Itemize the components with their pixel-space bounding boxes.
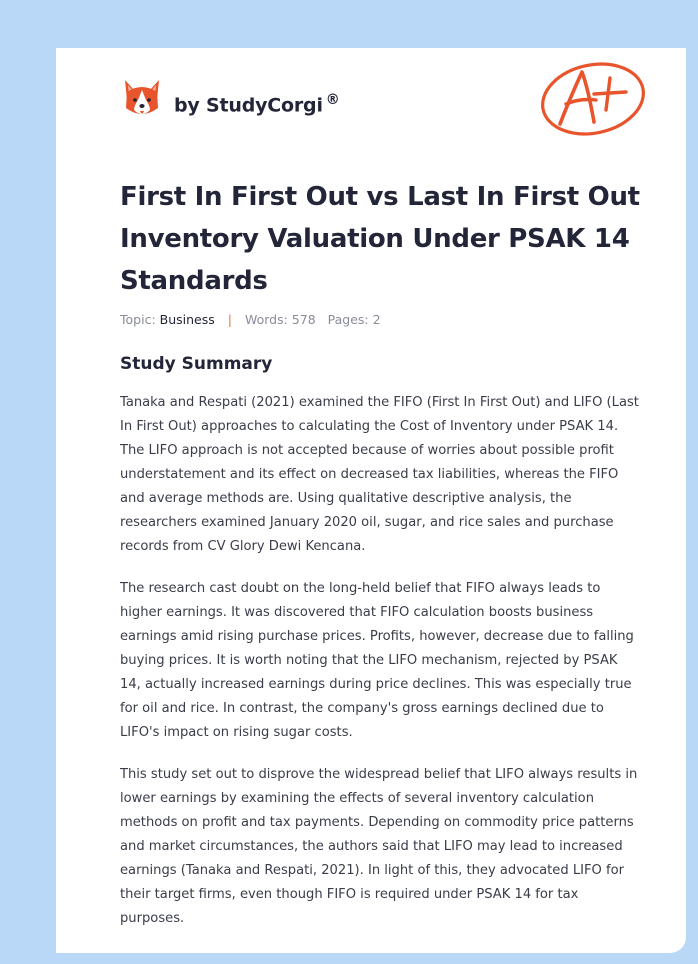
studycorgi-logo[interactable] (122, 74, 340, 124)
section-heading: Study Summary (120, 354, 273, 374)
corgi-logo-icon (122, 76, 162, 122)
a-plus-grade-icon (538, 58, 650, 140)
brand-name: by StudyCorgi ® (174, 91, 340, 117)
meta-separator: | (227, 312, 232, 327)
paragraph: Tanaka and Respati (2021) examined the FIFO (First In First Out) and LIFO (Last In First Out) approaches to calculating the Cost of Inventory under PSAK 14. The LIFO approach is not accepted because of worries about possible profit understatement and its effect on decreased tax liabilities, whereas the FIFO and average methods are. Using qualitative descriptive analysis, the researchers examined January 2020 oil, sugar, and rice sales and purchase records from CV Glory Dewi Kencana. (120, 395, 639, 554)
paragraph: This study set out to disprove the widespread belief that LIFO always results in lower earnings by examining the effects of several inventory calculation methods on profit and tax payments. Depending on commodity price patterns and market circumstances, the authors said that LIFO may lead to increased earnings (Tanaka and Respati, 2021). In light of this, they advocated LIFO for their target firms, even though FIFO is required under PSAK 14 for tax purposes. (120, 767, 638, 926)
document-page (56, 48, 686, 953)
words-value: 578 (291, 312, 316, 327)
topic-link[interactable]: Business (159, 312, 215, 327)
words-label: Words: (244, 312, 288, 327)
pages-value: 2 (372, 312, 381, 327)
paragraph: The research cast doubt on the long-held belief that FIFO always leads to higher earnings. It was discovered that FIFO calculation boosts business earnings amid rising purchase prices. Profits, however, decrease due to falling buying prices. It is worth noting that the LIFO mechanism, rejected by PSAK 14, actually increased earnings during price declines. This was especially true for oil and rice. In contrast, the company's gross earnings declined due to LIFO's impact on rising sugar costs. (120, 581, 634, 740)
document-body (120, 391, 640, 949)
document-meta (120, 312, 381, 327)
topic-label: Topic: (120, 312, 156, 327)
document-title: First In First Out vs Last In First Out Inventory Valuation Under PSAK 14 Standards (120, 182, 640, 296)
pages-label: Pages: (327, 312, 369, 327)
